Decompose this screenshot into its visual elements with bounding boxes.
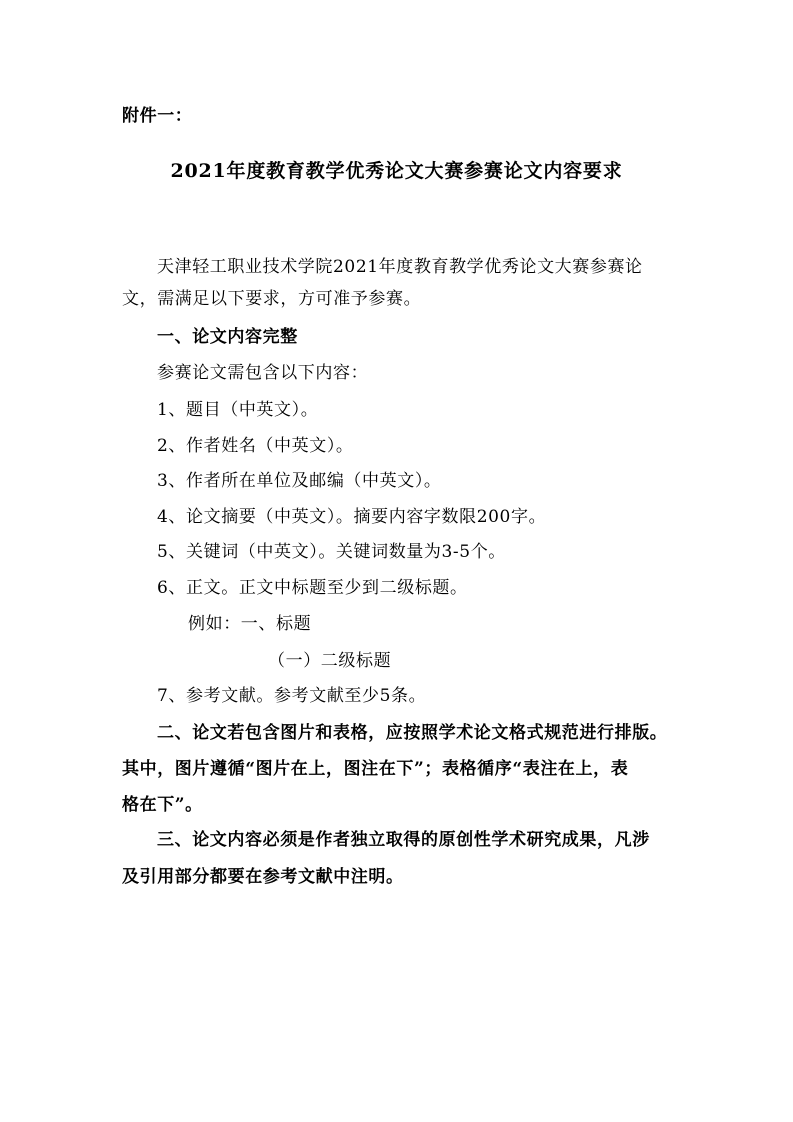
document-title: 2021年度教育教学优秀论文大赛参赛论文内容要求 [170, 160, 623, 182]
list-item: 1、题目（中英文）。 [157, 400, 319, 420]
section-2-line-2: 其中，图片遵循“图片在上，图注在下”；表格循序“表注在上，表 [122, 759, 629, 779]
list-item: 3、作者所在单位及邮编（中英文）。 [157, 471, 442, 491]
annex-label: 附件一： [122, 106, 193, 126]
intro-line-1: 天津轻工职业技术学院2021年度教育教学优秀论文大赛参赛论 [157, 257, 643, 277]
example-level-1-heading: 例如：一、标题 [188, 614, 312, 634]
section-2-line-3: 格在下”。 [122, 795, 203, 815]
intro-line-2: 文，需满足以下要求，方可准予参赛。 [122, 289, 422, 309]
list-item: 5、关键词（中英文）。关键词数量为3-5个。 [157, 542, 506, 562]
section-1-lead: 参赛论文需包含以下内容： [157, 363, 369, 383]
section-3-line-1: 三、论文内容必须是作者独立取得的原创性学术研究成果，凡涉 [157, 830, 650, 850]
section-3-line-2: 及引用部分都要在参考文献中注明。 [122, 867, 404, 887]
list-item: 6、正文。正文中标题至少到二级标题。 [157, 578, 468, 598]
list-item: 4、论文摘要（中英文）。摘要内容字数限200字。 [157, 507, 547, 527]
section-1-heading: 一、论文内容完整 [157, 327, 298, 347]
section-2-line-1: 二、论文若包含图片和表格，应按照学术论文格式规范进行排版。 [157, 723, 668, 743]
example-level-2-heading: （一）二级标题 [268, 651, 392, 671]
list-item: 2、作者姓名（中英文）。 [157, 436, 354, 456]
list-item: 7、参考文献。参考文献至少5条。 [157, 686, 427, 706]
